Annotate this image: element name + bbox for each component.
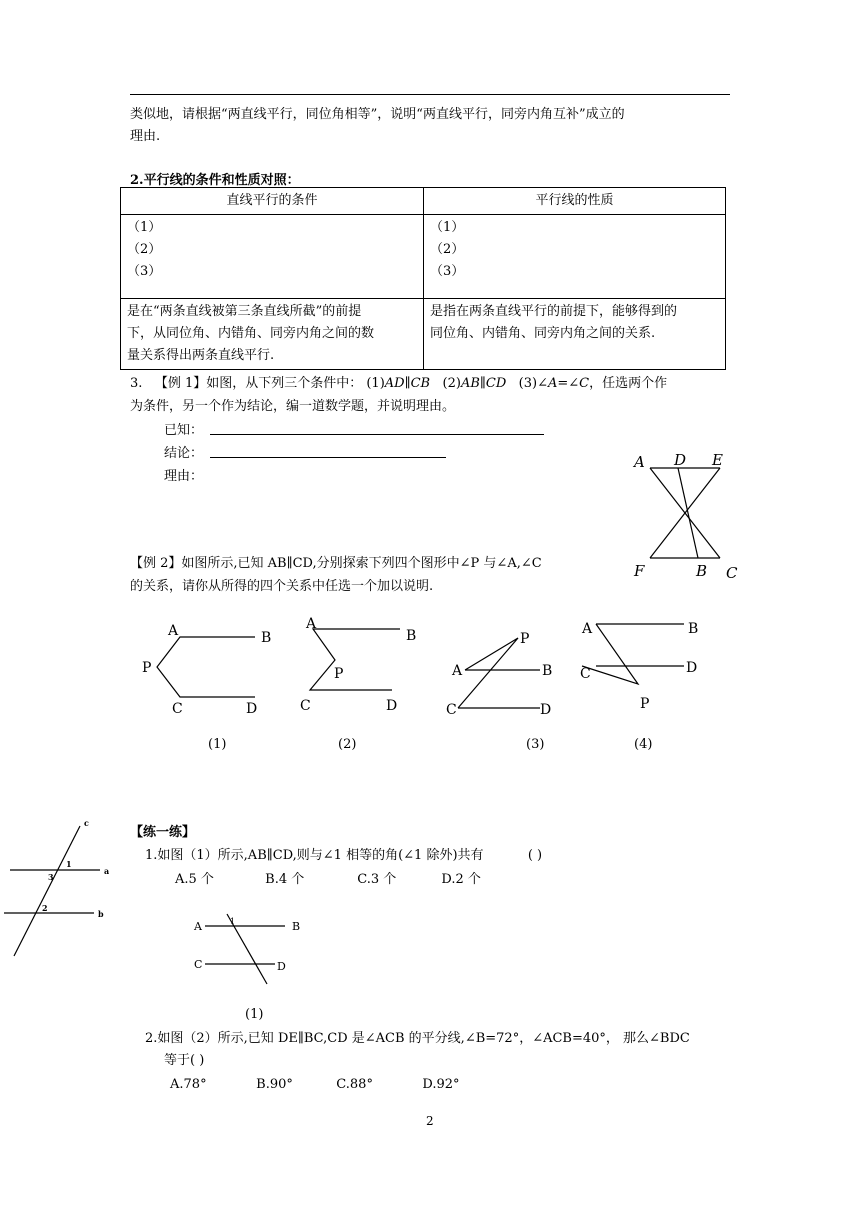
q2-options xyxy=(170,1074,460,1096)
q1-fig-label-c: C xyxy=(194,958,203,971)
fig4-label-p: P xyxy=(640,696,650,712)
q1-figure xyxy=(185,908,315,1024)
example1-figure xyxy=(628,448,748,584)
q1-fig-angle-1: 1 xyxy=(230,917,236,926)
practice-title: 【练一练】 xyxy=(130,825,196,840)
list-item: （1） xyxy=(430,220,465,235)
angle-label-3: 3 xyxy=(48,872,54,882)
fig1-label-d: D xyxy=(246,701,258,717)
condition-3-eq: =∠ xyxy=(557,376,580,391)
example1-line-2: 为条件，另一个作为结论，编一道数学题，并说明理由。 xyxy=(130,399,456,414)
point-label-d: D xyxy=(674,451,687,469)
fig2-caption: (2) xyxy=(338,737,357,752)
q2-option-a[interactable]: A.78° xyxy=(170,1077,207,1092)
intro-line-2: 理由. xyxy=(130,129,161,144)
point-label-e: E xyxy=(712,451,723,469)
fig1-label-b: B xyxy=(261,630,272,646)
line-label-c: c xyxy=(84,818,89,828)
table-cell-properties-note xyxy=(424,299,726,370)
fig4-label-c: C xyxy=(580,666,591,682)
q1-option-d[interactable]: D.2 个 xyxy=(441,872,481,887)
fig2-label-p: P xyxy=(334,666,344,682)
q1-fig-caption: (1) xyxy=(245,1007,264,1022)
q1-options xyxy=(175,869,481,891)
condition-3-c: C xyxy=(579,376,590,391)
q2-option-c[interactable]: C.88° xyxy=(336,1077,373,1092)
table-cell-conditions-items xyxy=(121,215,424,299)
q1-option-b[interactable]: B.4 个 xyxy=(265,872,305,887)
example1-tail: ，任选两个作 xyxy=(589,376,668,391)
q1-fig-label-a: A xyxy=(194,920,202,933)
fig3-label-b: B xyxy=(542,663,553,679)
fig2-label-c: C xyxy=(300,698,311,714)
q2-line-2: 等于( ) xyxy=(164,1053,205,1068)
q1-option-a[interactable]: A.5 个 xyxy=(175,872,214,887)
fig3-label-p: P xyxy=(520,631,530,647)
point-label-a: A xyxy=(634,453,645,471)
list-item: （1） xyxy=(127,220,162,235)
table-cell-properties-items xyxy=(424,215,726,299)
fig4-label-d: D xyxy=(686,660,698,676)
condition-1: AD∥CB xyxy=(384,376,431,391)
fig2-label-d: D xyxy=(386,698,398,714)
example1-label: 【例 1】如图，从下列三个条件中： xyxy=(154,376,363,391)
fig3-label-c: C xyxy=(446,702,457,718)
conclusion-label: 结论： xyxy=(164,446,204,461)
table-header-properties: 平行线的性质 xyxy=(424,188,726,215)
known-blank[interactable] xyxy=(210,434,544,435)
table-header-conditions: 直线平行的条件 xyxy=(121,188,424,215)
fig4-label-b: B xyxy=(688,621,699,637)
fig1-caption: (1) xyxy=(208,737,227,752)
section2-title: 2.平行线的条件和性质对照： xyxy=(130,173,300,188)
line-label-b: b xyxy=(98,909,104,919)
angle-label-2: 2 xyxy=(42,903,48,913)
example2-line-1: 【例 2】如图所示,已知 AB∥CD,分别探索下列四个图形中∠P 与∠A,∠C xyxy=(130,556,542,571)
fig2-label-a: A xyxy=(306,616,317,632)
example2-figures xyxy=(130,610,730,760)
fig1-label-a: A xyxy=(168,623,179,639)
point-label-b: B xyxy=(696,562,708,580)
conclusion-blank[interactable] xyxy=(210,457,446,458)
note-line: 是指在两条直线平行的前提下，能够得到的 xyxy=(430,304,678,319)
fig3-label-d: D xyxy=(540,702,552,718)
fig4-caption: (4) xyxy=(634,737,653,752)
note-line: 下，从同位角、内错角、同旁内角之间的数 xyxy=(127,326,375,341)
q1-fig-label-b: B xyxy=(292,920,301,933)
example1-number: 3. xyxy=(130,376,143,391)
q1-stem: 1.如图（1）所示,AB∥CD,则与∠1 相等的角(∠1 除外)共有 xyxy=(145,848,484,863)
table-cell-conditions-note xyxy=(121,299,424,370)
fig2-label-b: B xyxy=(406,628,417,644)
list-item: （3） xyxy=(127,264,162,279)
angle-label-1: 1 xyxy=(66,859,72,869)
fig1-label-p: P xyxy=(142,660,152,676)
list-item: （2） xyxy=(127,242,162,257)
condition-2-number: (2) xyxy=(442,376,461,391)
q2-option-b[interactable]: B.90° xyxy=(256,1077,293,1092)
condition-1-number: (1) xyxy=(366,376,385,391)
list-item: （3） xyxy=(430,264,465,279)
fig1-label-c: C xyxy=(172,701,183,717)
side-figure xyxy=(0,814,120,964)
q2-option-d[interactable]: D.92° xyxy=(422,1077,460,1092)
header-rule xyxy=(130,94,730,95)
fig3-label-a: A xyxy=(452,663,463,679)
comparison-table xyxy=(120,187,726,370)
line-label-a: a xyxy=(104,866,110,876)
intro-line-1: 类似地，请根据“两直线平行，同位角相等”，说明“两直线平行，同旁内角互补”成立的 xyxy=(130,107,625,122)
condition-3-number: (3)∠ xyxy=(518,376,548,391)
q1-answer-blank[interactable]: ( ) xyxy=(527,848,543,863)
q1-option-c[interactable]: C.3 个 xyxy=(357,872,397,887)
note-line: 是在“两条直线被第三条直线所截”的前提 xyxy=(127,304,362,319)
condition-3-a: A xyxy=(547,376,558,391)
fig3-caption: (3) xyxy=(526,737,545,752)
condition-2: AB∥CD xyxy=(460,376,507,391)
fig4-label-a: A xyxy=(582,621,593,637)
point-label-f: F xyxy=(634,562,645,580)
q1-text xyxy=(145,845,542,867)
q2-line-1: 2.如图（2）所示,已知 DE∥BC,CD 是∠ACB 的平分线,∠B=72°，∠ACB=40°， 那么∠BDC xyxy=(145,1031,690,1046)
note-line: 量关系得出两条直线平行. xyxy=(127,348,275,363)
list-item: （2） xyxy=(430,242,465,257)
page-number: 2 xyxy=(426,1114,434,1128)
point-label-c: C xyxy=(726,564,738,582)
note-line: 同位角、内错角、同旁内角之间的关系. xyxy=(430,326,656,341)
example2-line-2: 的关系，请你从所得的四个关系中任选一个加以说明. xyxy=(130,579,434,594)
q1-fig-label-d: D xyxy=(277,960,286,973)
reason-label: 理由： xyxy=(164,469,204,484)
known-label: 已知： xyxy=(164,423,204,438)
example1-line-1 xyxy=(130,373,667,395)
